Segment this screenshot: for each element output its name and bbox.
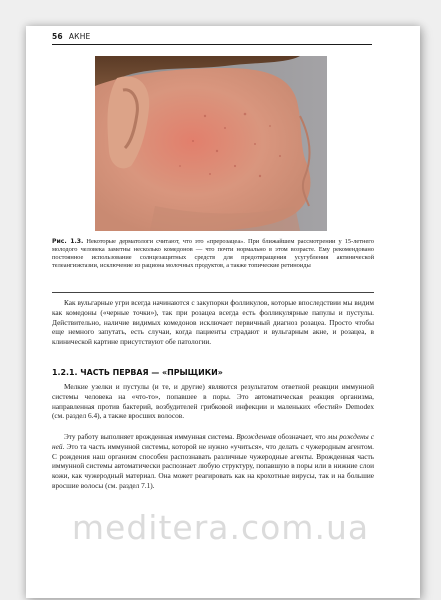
page-number: 56 <box>52 32 63 41</box>
running-title: АКНЕ <box>68 32 91 41</box>
header-rule <box>52 44 372 45</box>
section-heading: 1.2.1. ЧАСТЬ ПЕРВАЯ — «ПРЫЩИКИ» <box>52 368 223 377</box>
paragraph-3-part-c: . Это та часть иммунной системы, которой не нужно «учиться», что делать с чужеродным агентом. С рождения наш организм способен распознавать различные чужеродные агенты. Врожденная часть иммунной системы автоматически распознает любую структуру, попавшую в поры или в нижние слои кожи, как чужеродный материал. Она может реагировать как на крохотные вирусы, так и на большие вросшие волосы (см. раздел 7.1). <box>52 441 374 490</box>
running-header <box>52 32 90 41</box>
caption-label: Рис. 1.3. <box>52 238 84 245</box>
paragraph-3-emphasis-2: мы рождены с ней <box>52 432 374 451</box>
paragraph-3-part-b: обозначает, что <box>275 432 328 441</box>
figure-caption <box>52 238 374 270</box>
paragraph-3-part-a: Эту работу выполняет врожденная иммунная система. <box>64 432 237 441</box>
caption-text: Некоторые дерматологи считают, что это «прерозацеа». При ближайшем рассмотрении у 15-летнего молодого человека заметны несколько комедонов — что почти нормально в этом возрасте. Ему рекомендовано постоянное использование солнцезащитных средств для предотвращения усугубления актинической телеангиэктазии, исключение из рациона молочных продуктов, а также топические ретиноиды <box>52 238 374 269</box>
figure-photo <box>95 56 327 231</box>
watermark: meditera.com.ua <box>71 508 370 547</box>
paragraph-3-emphasis-1: Врожденная <box>236 432 276 441</box>
paragraph-2: Мелкие узелки и пустулы (и те, и другие) являются результатом ответной реакции иммунной системы человека на «что-то», попавшее в поры. Это автоматическая реакция организма, направленная против бактерий, возбудителей грибковой инфекции и маленьких «бестий» Demodex (см. раздел 6.4), а также вросших волосов. <box>52 382 374 421</box>
paragraph-3 <box>52 432 374 491</box>
paragraph-1: Как вульгарные угри всегда начинаются с закупорки фолликулов, которые впоследствии мы видим как комедоны («черные точки»), так при розацеа всегда есть фолликулярные папулы и пустулы. Действительно, наличие видимых комедонов исключает первичный диагноз розацеа. Просто чтобы еще немного запутать, есть случаи, когда пациенты страдают и вульгарным акне, и розацеа, в клинической картине присутствуют обе патологии. <box>52 298 374 347</box>
caption-rule <box>52 292 374 293</box>
